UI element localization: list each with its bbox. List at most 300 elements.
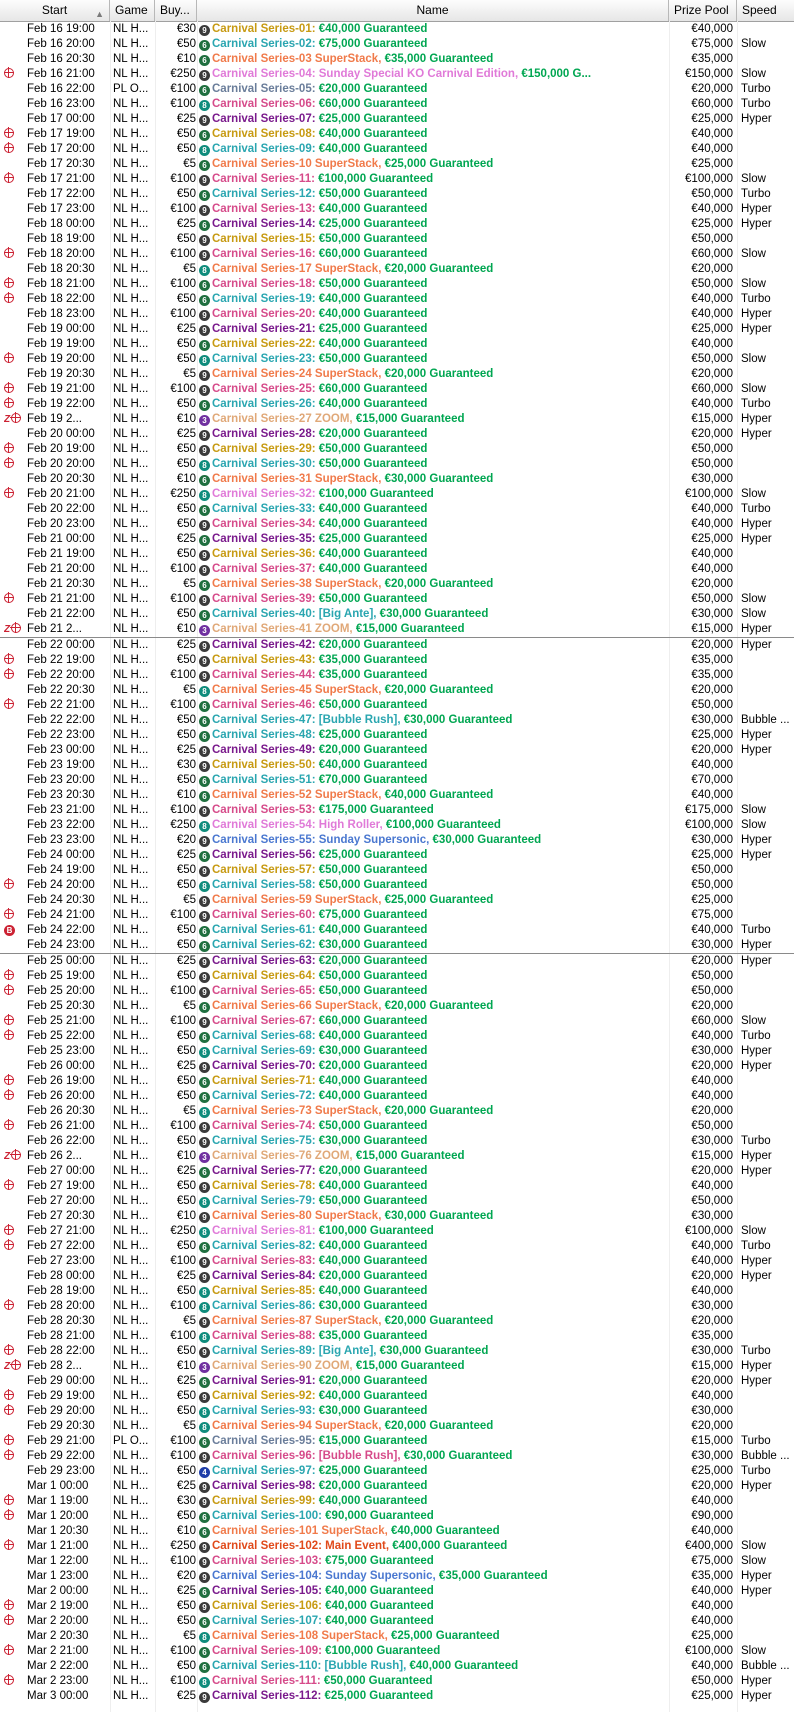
prize-pool-cell: €20,000: [691, 578, 733, 590]
game-cell: NL H...: [113, 1405, 149, 1417]
game-cell: NL H...: [113, 1255, 149, 1267]
start-time-cell: Feb 25 20:30: [27, 1000, 95, 1012]
game-cell: NL H...: [113, 113, 149, 125]
series-title: Carnival Series-21:: [212, 323, 316, 335]
table-row[interactable]: [0, 1569, 794, 1584]
seats-per-table-icon: 8: [199, 355, 210, 366]
seats-per-table-icon: 9: [199, 175, 210, 186]
table-row[interactable]: [0, 487, 794, 502]
guarantee-text: €75,000 Guaranteed: [318, 38, 428, 50]
seats-per-table-icon: 8: [199, 1632, 210, 1643]
game-cell: NL H...: [113, 173, 149, 185]
series-title: Carnival Series-74:: [212, 1120, 316, 1132]
table-row[interactable]: [0, 1509, 794, 1524]
speed-cell: [739, 1284, 794, 1299]
seats-per-table-icon: 6: [199, 1512, 210, 1523]
column-header-prize-pool[interactable]: Prize Pool: [669, 0, 737, 21]
prize-pool-cell: €50,000: [691, 188, 733, 200]
table-row[interactable]: [0, 1134, 794, 1149]
crosshair-flag-icon: [4, 383, 14, 393]
table-row[interactable]: [0, 1104, 794, 1119]
column-header-speed[interactable]: Speed: [742, 3, 777, 17]
tournament-name-cell: [199, 1329, 669, 1344]
prize-pool-cell: €40,000: [691, 203, 733, 215]
table-row[interactable]: [0, 1194, 794, 1209]
start-time-cell: Feb 27 20:00: [27, 1195, 95, 1207]
tournament-name-cell: [199, 292, 669, 307]
seats-per-table-icon: 9: [199, 1317, 210, 1328]
guarantee-text: €40,000 Guaranteed: [384, 789, 494, 801]
table-row[interactable]: [0, 1254, 794, 1269]
prize-pool-cell: €50,000: [691, 699, 733, 711]
speed-cell: [739, 142, 794, 157]
table-row[interactable]: [0, 1494, 794, 1509]
speed-cell: [739, 1524, 794, 1539]
buyin-cell: €10: [176, 473, 196, 485]
table-row[interactable]: [0, 142, 794, 157]
buyin-cell: €100: [170, 985, 196, 997]
seats-per-table-icon: 9: [199, 746, 210, 757]
table-row[interactable]: [0, 187, 794, 202]
buyin-cell: €5: [183, 1630, 196, 1642]
speed-cell: Slow: [741, 488, 766, 500]
game-cell: NL H...: [113, 278, 149, 290]
speed-cell: [739, 653, 794, 668]
prize-pool-cell: €40,000: [691, 143, 733, 155]
speed-cell: [739, 1089, 794, 1104]
table-row[interactable]: [0, 622, 794, 637]
buyin-cell: €50: [176, 714, 196, 726]
table-row[interactable]: [0, 713, 794, 728]
table-row[interactable]: [0, 277, 794, 292]
start-time-cell: Feb 29 23:00: [27, 1465, 95, 1477]
game-cell: NL H...: [113, 1450, 149, 1462]
guarantee-text: €35,000 Guaranteed: [438, 1570, 548, 1582]
table-row[interactable]: [0, 1614, 794, 1629]
table-row[interactable]: [0, 788, 794, 803]
table-row[interactable]: [0, 908, 794, 923]
guarantee-text: €40,000 Guaranteed: [318, 563, 428, 575]
guarantee-text: €75,000 Guaranteed: [318, 909, 428, 921]
row-icon-cell: [4, 112, 28, 127]
seats-per-table-icon: 9: [199, 310, 210, 321]
column-header-buyin[interactable]: Buy...: [155, 0, 197, 21]
seats-per-table-icon: 6: [199, 731, 210, 742]
table-row[interactable]: [0, 1644, 794, 1659]
speed-cell: [739, 1179, 794, 1194]
table-row[interactable]: [0, 1014, 794, 1029]
table-row[interactable]: [0, 1149, 794, 1164]
start-time-cell: Feb 25 21:00: [27, 1015, 95, 1027]
series-title: Carnival Series-12:: [212, 188, 316, 200]
buyin-cell: €50: [176, 1045, 196, 1057]
table-row[interactable]: [0, 638, 794, 653]
table-row[interactable]: [0, 547, 794, 562]
tournament-name-cell: [199, 562, 669, 577]
speed-cell: [739, 999, 794, 1014]
seats-per-table-icon: 9: [199, 1062, 210, 1073]
tournament-name-cell: [199, 954, 669, 969]
start-time-cell: Feb 19 20:30: [27, 368, 95, 380]
table-row[interactable]: [0, 773, 794, 788]
guarantee-text: €20,000 Guaranteed: [318, 744, 428, 756]
row-icon-cell: [4, 969, 28, 984]
table-row[interactable]: [0, 52, 794, 67]
table-row[interactable]: [0, 262, 794, 277]
tournament-name-cell: [199, 592, 669, 607]
table-row[interactable]: [0, 442, 794, 457]
tournament-name-cell: [199, 1389, 669, 1404]
table-row[interactable]: [0, 1389, 794, 1404]
table-row[interactable]: [0, 337, 794, 352]
start-time-cell: Feb 22 20:30: [27, 684, 95, 696]
table-row[interactable]: [0, 322, 794, 337]
tournament-name-cell: [199, 472, 669, 487]
prize-pool-cell: €40,000: [691, 398, 733, 410]
table-row[interactable]: [0, 607, 794, 622]
tournament-name-cell: [199, 1359, 669, 1374]
guarantee-text: €60,000 Guaranteed: [318, 248, 428, 260]
start-time-cell: Feb 26 20:30: [27, 1105, 95, 1117]
row-icon-cell: [4, 713, 28, 728]
table-row[interactable]: [0, 969, 794, 984]
table-row[interactable]: [0, 172, 794, 187]
game-cell: NL H...: [113, 548, 149, 560]
row-icon-cell: [4, 1479, 28, 1494]
crosshair-flag-icon: [4, 443, 14, 453]
buyin-cell: €25: [176, 1375, 196, 1387]
table-row[interactable]: [0, 1059, 794, 1074]
column-header-name[interactable]: Name: [197, 0, 669, 21]
series-title: Carnival Series-56:: [212, 849, 316, 861]
row-icon-cell: [4, 517, 28, 532]
start-time-cell: Feb 23 22:00: [27, 819, 95, 831]
table-row[interactable]: [0, 292, 794, 307]
speed-cell: Slow: [741, 819, 766, 831]
tournament-name-cell: [199, 833, 669, 848]
game-cell: NL H...: [113, 789, 149, 801]
tournament-name-cell: [199, 1434, 669, 1449]
tournament-name-cell: [199, 277, 669, 292]
table-row[interactable]: [0, 1299, 794, 1314]
table-row[interactable]: [0, 1554, 794, 1569]
game-cell: NL H...: [113, 1480, 149, 1492]
table-row[interactable]: [0, 1374, 794, 1389]
series-title: Carnival Series-10 SuperStack,: [212, 158, 382, 170]
prize-pool-cell: €50,000: [691, 443, 733, 455]
table-row[interactable]: [0, 1314, 794, 1329]
table-row[interactable]: [0, 1524, 794, 1539]
speed-cell: Turbo: [741, 98, 771, 110]
table-row[interactable]: [0, 67, 794, 82]
tournament-name-cell: [199, 532, 669, 547]
buyin-cell: €50: [176, 939, 196, 951]
table-row[interactable]: [0, 1029, 794, 1044]
buyin-cell: €250: [170, 488, 196, 500]
guarantee-text: €60,000 Guaranteed: [318, 1015, 428, 1027]
buyin-cell: €100: [170, 308, 196, 320]
speed-cell: Hyper: [741, 849, 772, 861]
speed-cell: [739, 1119, 794, 1134]
seats-per-table-icon: 8: [199, 265, 210, 276]
table-row[interactable]: [0, 352, 794, 367]
table-row[interactable]: [0, 1329, 794, 1344]
row-icon-cell: [4, 1284, 28, 1299]
start-time-cell: Feb 25 22:00: [27, 1030, 95, 1042]
guarantee-text: €20,000 Guaranteed: [384, 1105, 494, 1117]
guarantee-text: €40,000 Guaranteed: [325, 1585, 434, 1597]
table-row[interactable]: [0, 1599, 794, 1614]
table-row[interactable]: [0, 833, 794, 848]
table-row[interactable]: [0, 999, 794, 1014]
table-row[interactable]: [0, 127, 794, 142]
table-row[interactable]: [0, 217, 794, 232]
speed-cell: [739, 1329, 794, 1344]
series-title: Carnival Series-38 SuperStack,: [212, 578, 382, 590]
series-title: Carnival Series-27 ZOOM,: [212, 413, 353, 425]
guarantee-text: €50,000 Guaranteed: [318, 458, 428, 470]
table-row[interactable]: [0, 247, 794, 262]
table-row[interactable]: [0, 1074, 794, 1089]
table-row[interactable]: [0, 97, 794, 112]
buyin-cell: €100: [170, 593, 196, 605]
guarantee-text: €25,000 Guaranteed: [318, 849, 428, 861]
row-icon-cell: [4, 1014, 28, 1029]
table-row[interactable]: [0, 22, 794, 37]
table-row[interactable]: [0, 803, 794, 818]
series-title: Carnival Series-67:: [212, 1015, 316, 1027]
prize-pool-cell: €30,000: [691, 1135, 733, 1147]
seats-per-table-icon: 9: [199, 911, 210, 922]
table-row[interactable]: [0, 1209, 794, 1224]
buyin-cell: €50: [176, 398, 196, 410]
seats-per-table-icon: 8: [199, 1407, 210, 1418]
table-row[interactable]: [0, 1119, 794, 1134]
table-row[interactable]: [0, 1239, 794, 1254]
guarantee-text: €20,000 Guaranteed: [384, 1000, 494, 1012]
table-row[interactable]: [0, 1044, 794, 1059]
game-cell: NL H...: [113, 1015, 149, 1027]
table-row[interactable]: [0, 893, 794, 908]
table-row[interactable]: [0, 878, 794, 893]
series-title: Carnival Series-86:: [212, 1300, 316, 1312]
speed-cell: Slow: [741, 593, 766, 605]
tournament-name-cell: [199, 1659, 669, 1674]
table-row[interactable]: [0, 1659, 794, 1674]
prize-pool-cell: €175,000: [685, 804, 733, 816]
row-icon-cell: [4, 743, 28, 758]
tournament-name-cell: [199, 1599, 669, 1614]
start-time-cell: Feb 28 21:00: [27, 1330, 95, 1342]
table-row[interactable]: [0, 307, 794, 322]
tournament-name-cell: [199, 1014, 669, 1029]
prize-pool-cell: €20,000: [691, 1270, 733, 1282]
table-row[interactable]: [0, 923, 794, 938]
table-row[interactable]: [0, 758, 794, 773]
seats-per-table-icon: 6: [199, 1077, 210, 1088]
game-cell: NL H...: [113, 1165, 149, 1177]
prize-pool-cell: €40,000: [691, 308, 733, 320]
series-title: Carnival Series-35:: [212, 533, 316, 545]
column-header-start[interactable]: [0, 0, 110, 21]
start-time-cell: Mar 2 22:00: [27, 1660, 89, 1672]
crosshair-flag-icon: [4, 909, 14, 919]
guarantee-text: €40,000 Guaranteed: [318, 503, 428, 515]
zoom-icon: Z: [4, 1151, 11, 1162]
table-row[interactable]: [0, 1629, 794, 1644]
table-row[interactable]: [0, 1404, 794, 1419]
table-row[interactable]: [0, 1449, 794, 1464]
row-icon-cell: [4, 202, 28, 217]
tournament-name-cell: [199, 547, 669, 562]
table-row[interactable]: [0, 517, 794, 532]
table-row[interactable]: [0, 382, 794, 397]
game-cell: NL H...: [113, 1195, 149, 1207]
table-row[interactable]: [0, 743, 794, 758]
table-row[interactable]: [0, 1224, 794, 1239]
speed-cell: [739, 1419, 794, 1434]
table-row[interactable]: [0, 1164, 794, 1179]
table-row[interactable]: [0, 397, 794, 412]
table-row[interactable]: [0, 1344, 794, 1359]
table-row[interactable]: [0, 1464, 794, 1479]
row-icon-cell: [4, 1059, 28, 1074]
table-row[interactable]: [0, 1539, 794, 1554]
series-title: Carnival Series-48:: [212, 729, 316, 741]
game-cell: NL H...: [113, 293, 149, 305]
table-row[interactable]: [0, 232, 794, 247]
table-row[interactable]: [0, 683, 794, 698]
table-row[interactable]: [0, 848, 794, 863]
series-title: Carnival Series-92:: [212, 1390, 316, 1402]
seats-per-table-icon: 9: [199, 115, 210, 126]
table-row[interactable]: [0, 1284, 794, 1299]
row-icon-cell: [4, 938, 28, 953]
table-row[interactable]: [0, 938, 794, 953]
sort-ascending-icon: ▲: [95, 9, 104, 19]
guarantee-text: €30,000 Guaranteed: [379, 608, 489, 620]
table-row[interactable]: [0, 157, 794, 172]
speed-cell: [739, 698, 794, 713]
speed-cell: [739, 1629, 794, 1644]
crosshair-flag-icon: [11, 623, 21, 633]
table-row[interactable]: [0, 1674, 794, 1689]
start-time-cell: Mar 1 22:00: [27, 1555, 89, 1567]
tournament-name-cell: [199, 1029, 669, 1044]
table-row[interactable]: [0, 653, 794, 668]
table-row[interactable]: [0, 502, 794, 517]
table-row[interactable]: [0, 367, 794, 382]
table-row[interactable]: [0, 1359, 794, 1374]
seats-per-table-icon: 8: [199, 1422, 210, 1433]
game-cell: NL H...: [113, 518, 149, 530]
table-row[interactable]: [0, 984, 794, 999]
table-row[interactable]: [0, 1584, 794, 1599]
table-row[interactable]: [0, 412, 794, 427]
guarantee-text: €40,000 Guaranteed: [318, 293, 428, 305]
table-row[interactable]: [0, 1434, 794, 1449]
start-time-cell: Mar 1 20:30: [27, 1525, 89, 1537]
table-row[interactable]: [0, 577, 794, 592]
game-cell: NL H...: [113, 458, 149, 470]
seats-per-table-icon: 3: [199, 1362, 210, 1373]
start-time-cell: Feb 24 22:00: [27, 924, 95, 936]
speed-cell: [739, 262, 794, 277]
series-title: Carnival Series-72:: [212, 1090, 316, 1102]
table-row[interactable]: [0, 37, 794, 52]
event-tag: Sunday Supersonic,: [325, 1570, 436, 1582]
tournament-name-cell: [199, 908, 669, 923]
prize-pool-cell: €35,000: [691, 1330, 733, 1342]
speed-cell: Turbo: [741, 188, 771, 200]
tournament-name-cell: [199, 202, 669, 217]
table-row[interactable]: [0, 427, 794, 442]
crosshair-flag-icon: [4, 1540, 14, 1550]
table-row[interactable]: [0, 532, 794, 547]
table-row[interactable]: [0, 562, 794, 577]
start-time-cell: Feb 17 19:00: [27, 128, 95, 140]
tournament-name-cell: [199, 172, 669, 187]
table-row[interactable]: [0, 728, 794, 743]
seats-per-table-icon: 6: [199, 85, 210, 96]
prize-pool-cell: €40,000: [691, 503, 733, 515]
tournament-name-cell: [199, 502, 669, 517]
crosshair-flag-icon: [4, 458, 14, 468]
table-row[interactable]: [0, 1479, 794, 1494]
row-icon-cell: [4, 172, 28, 187]
series-title: Carnival Series-81:: [212, 1225, 316, 1237]
table-row[interactable]: [0, 954, 794, 969]
buyin-cell: €30: [176, 1495, 196, 1507]
table-row[interactable]: [0, 668, 794, 683]
table-row[interactable]: [0, 698, 794, 713]
table-row[interactable]: [0, 1269, 794, 1284]
series-title: Carnival Series-93:: [212, 1405, 316, 1417]
start-time-cell: Feb 21 2...: [27, 623, 82, 635]
prize-pool-cell: €70,000: [691, 774, 733, 786]
start-time-cell: Feb 24 00:00: [27, 849, 95, 861]
start-time-cell: Feb 19 21:00: [27, 383, 95, 395]
table-row[interactable]: [0, 863, 794, 878]
table-row[interactable]: [0, 1689, 794, 1704]
prize-pool-cell: €40,000: [691, 1285, 733, 1297]
table-row[interactable]: [0, 457, 794, 472]
table-row[interactable]: [0, 592, 794, 607]
buyin-cell: €20: [176, 1570, 196, 1582]
game-cell: NL H...: [113, 1540, 149, 1552]
table-row[interactable]: [0, 1089, 794, 1104]
table-row[interactable]: [0, 202, 794, 217]
table-row[interactable]: [0, 818, 794, 833]
tournament-name-cell: [199, 1104, 669, 1119]
seats-per-table-icon: 6: [199, 40, 210, 51]
guarantee-text: €40,000 Guaranteed: [318, 1390, 428, 1402]
table-row[interactable]: [0, 1179, 794, 1194]
speed-cell: Turbo: [741, 398, 771, 410]
prize-pool-cell: €25,000: [691, 1690, 733, 1702]
prize-pool-cell: €40,000: [691, 293, 733, 305]
column-header-game[interactable]: Game: [110, 0, 155, 21]
speed-cell: Hyper: [741, 1570, 772, 1582]
table-row[interactable]: [0, 112, 794, 127]
table-row[interactable]: [0, 82, 794, 97]
table-row[interactable]: [0, 472, 794, 487]
seats-per-table-icon: 8: [199, 1332, 210, 1343]
prize-pool-cell: €20,000: [691, 263, 733, 275]
table-row[interactable]: [0, 1419, 794, 1434]
game-cell: NL H...: [113, 939, 149, 951]
prize-pool-cell: €30,000: [691, 1345, 733, 1357]
